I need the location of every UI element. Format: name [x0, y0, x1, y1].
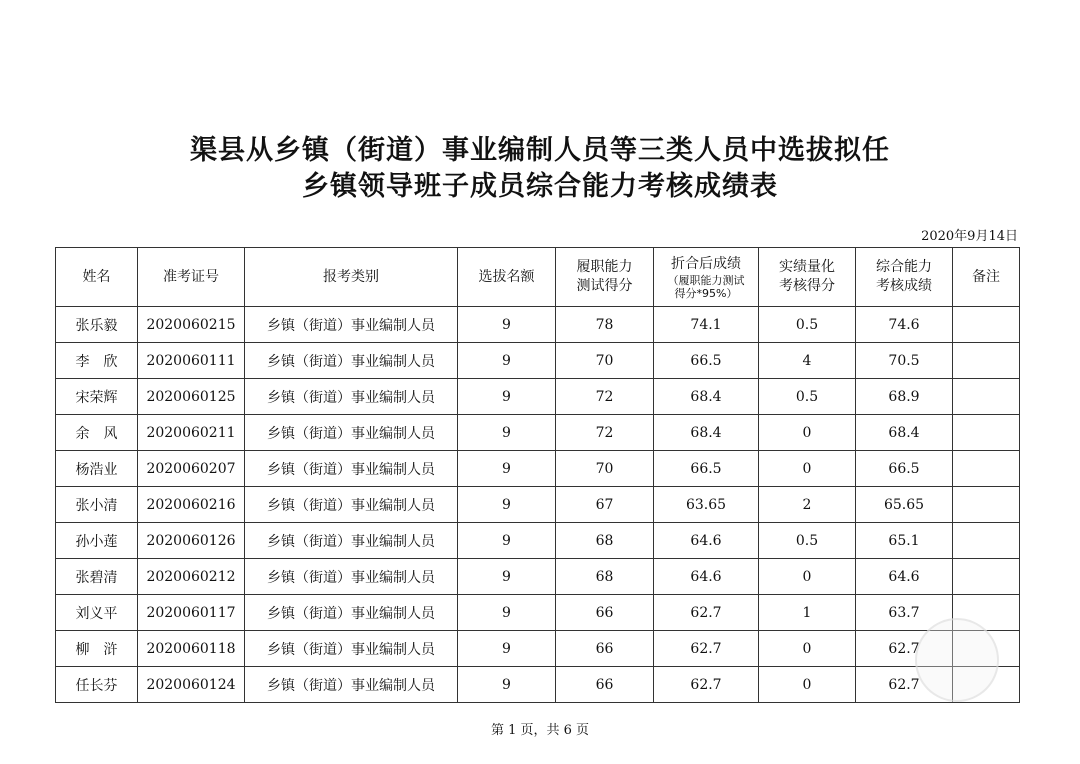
table-row [56, 631, 1020, 667]
cell-quota: 9 [458, 307, 556, 343]
cell-category: 乡镇（街道）事业编制人员 [245, 487, 458, 523]
cell-id: 2020060207 [138, 451, 245, 487]
cell-total: 64.6 [856, 559, 953, 595]
cell-name: 杨浩业 [56, 451, 138, 487]
header-converted-line3: 得分*95%） [674, 286, 738, 300]
header-total-score [856, 248, 953, 307]
document-title-line2: 乡镇领导班子成员综合能力考核成绩表 [302, 171, 778, 202]
cell-test: 72 [556, 415, 654, 451]
header-total-line2: 考核成绩 [876, 278, 932, 294]
cell-perf: 1 [759, 595, 856, 631]
score-table [55, 247, 1020, 703]
table-row [56, 451, 1020, 487]
header-remark: 备注 [953, 248, 1020, 307]
cell-remark [953, 379, 1020, 415]
cell-quota: 9 [458, 667, 556, 703]
cell-converted: 62.7 [654, 667, 759, 703]
cell-total: 70.5 [856, 343, 953, 379]
cell-converted: 66.5 [654, 343, 759, 379]
cell-remark [953, 523, 1020, 559]
cell-total: 63.7 [856, 595, 953, 631]
header-converted-line2: （履职能力测试 [667, 273, 745, 287]
watermark-seal [915, 618, 999, 702]
cell-converted: 64.6 [654, 559, 759, 595]
cell-name: 张碧清 [56, 559, 138, 595]
cell-total: 66.5 [856, 451, 953, 487]
cell-test: 66 [556, 667, 654, 703]
table-row [56, 379, 1020, 415]
document-date: 2020年9月14日 [921, 229, 1018, 244]
cell-total: 68.4 [856, 415, 953, 451]
header-category: 报考类别 [245, 248, 458, 307]
header-perf-line1: 实绩量化 [779, 259, 835, 275]
cell-converted: 62.7 [654, 631, 759, 667]
table-row [56, 415, 1020, 451]
cell-name: 柳 浒 [56, 631, 138, 667]
cell-quota: 9 [458, 415, 556, 451]
cell-test: 68 [556, 559, 654, 595]
cell-test: 66 [556, 595, 654, 631]
cell-converted: 68.4 [654, 379, 759, 415]
cell-quota: 9 [458, 379, 556, 415]
cell-id: 2020060125 [138, 379, 245, 415]
cell-total: 68.9 [856, 379, 953, 415]
cell-category: 乡镇（街道）事业编制人员 [245, 379, 458, 415]
cell-perf: 0.5 [759, 307, 856, 343]
header-performance-score [759, 248, 856, 307]
cell-quota: 9 [458, 451, 556, 487]
cell-converted: 74.1 [654, 307, 759, 343]
cell-remark [953, 307, 1020, 343]
cell-perf: 0.5 [759, 523, 856, 559]
cell-perf: 2 [759, 487, 856, 523]
header-test-score [556, 248, 654, 307]
cell-id: 2020060216 [138, 487, 245, 523]
cell-id: 2020060215 [138, 307, 245, 343]
cell-quota: 9 [458, 523, 556, 559]
cell-name: 张乐毅 [56, 307, 138, 343]
cell-perf: 0 [759, 667, 856, 703]
cell-remark [953, 487, 1020, 523]
cell-perf: 0 [759, 415, 856, 451]
cell-name: 张小清 [56, 487, 138, 523]
cell-test: 72 [556, 379, 654, 415]
cell-perf: 0 [759, 451, 856, 487]
cell-converted: 64.6 [654, 523, 759, 559]
cell-test: 67 [556, 487, 654, 523]
cell-remark [953, 451, 1020, 487]
cell-category: 乡镇（街道）事业编制人员 [245, 415, 458, 451]
cell-category: 乡镇（街道）事业编制人员 [245, 343, 458, 379]
cell-converted: 63.65 [654, 487, 759, 523]
cell-test: 70 [556, 343, 654, 379]
table-row [56, 343, 1020, 379]
cell-perf: 0 [759, 631, 856, 667]
header-test-line1: 履职能力 [576, 259, 633, 275]
cell-id: 2020060211 [138, 415, 245, 451]
table-row [56, 595, 1020, 631]
header-converted-line1: 折合后成绩 [671, 255, 741, 272]
table-row [56, 523, 1020, 559]
cell-id: 2020060111 [138, 343, 245, 379]
cell-converted: 62.7 [654, 595, 759, 631]
cell-quota: 9 [458, 343, 556, 379]
cell-id: 2020060124 [138, 667, 245, 703]
table-row [56, 487, 1020, 523]
cell-converted: 66.5 [654, 451, 759, 487]
cell-perf: 0.5 [759, 379, 856, 415]
cell-name: 刘义平 [56, 595, 138, 631]
header-quota: 选拔名额 [458, 248, 556, 307]
cell-name: 余 风 [56, 415, 138, 451]
cell-category: 乡镇（街道）事业编制人员 [245, 667, 458, 703]
table-header-row [56, 248, 1020, 307]
cell-category: 乡镇（街道）事业编制人员 [245, 307, 458, 343]
cell-total: 74.6 [856, 307, 953, 343]
cell-total: 62.7 [856, 631, 953, 667]
cell-quota: 9 [458, 631, 556, 667]
cell-test: 70 [556, 451, 654, 487]
header-name: 姓名 [56, 248, 138, 307]
document-title-line1: 渠县从乡镇（街道）事业编制人员等三类人员中选拔拟任 [190, 135, 890, 166]
cell-test: 68 [556, 523, 654, 559]
cell-name: 宋荣辉 [56, 379, 138, 415]
cell-id: 2020060117 [138, 595, 245, 631]
cell-name: 孙小莲 [56, 523, 138, 559]
cell-remark [953, 343, 1020, 379]
page-footer: 第 1 页，共 6 页 [490, 723, 590, 738]
cell-total: 65.65 [856, 487, 953, 523]
cell-remark [953, 559, 1020, 595]
cell-name: 李 欣 [56, 343, 138, 379]
cell-total: 65.1 [856, 523, 953, 559]
header-converted-score [654, 248, 759, 307]
header-id: 准考证号 [138, 248, 245, 307]
cell-test: 66 [556, 631, 654, 667]
cell-category: 乡镇（街道）事业编制人员 [245, 451, 458, 487]
header-perf-line2: 考核得分 [779, 278, 835, 294]
cell-id: 2020060126 [138, 523, 245, 559]
cell-quota: 9 [458, 487, 556, 523]
cell-category: 乡镇（街道）事业编制人员 [245, 631, 458, 667]
cell-category: 乡镇（街道）事业编制人员 [245, 595, 458, 631]
cell-category: 乡镇（街道）事业编制人员 [245, 559, 458, 595]
table-row [56, 559, 1020, 595]
cell-perf: 4 [759, 343, 856, 379]
cell-id: 2020060118 [138, 631, 245, 667]
table-row [56, 307, 1020, 343]
cell-id: 2020060212 [138, 559, 245, 595]
cell-remark [953, 415, 1020, 451]
header-test-line2: 测试得分 [576, 278, 633, 294]
table-row [56, 667, 1020, 703]
cell-perf: 0 [759, 559, 856, 595]
cell-total: 62.7 [856, 667, 953, 703]
cell-test: 78 [556, 307, 654, 343]
cell-category: 乡镇（街道）事业编制人员 [245, 523, 458, 559]
cell-quota: 9 [458, 559, 556, 595]
cell-converted: 68.4 [654, 415, 759, 451]
cell-quota: 9 [458, 595, 556, 631]
cell-name: 任长芬 [56, 667, 138, 703]
header-total-line1: 综合能力 [876, 259, 932, 275]
